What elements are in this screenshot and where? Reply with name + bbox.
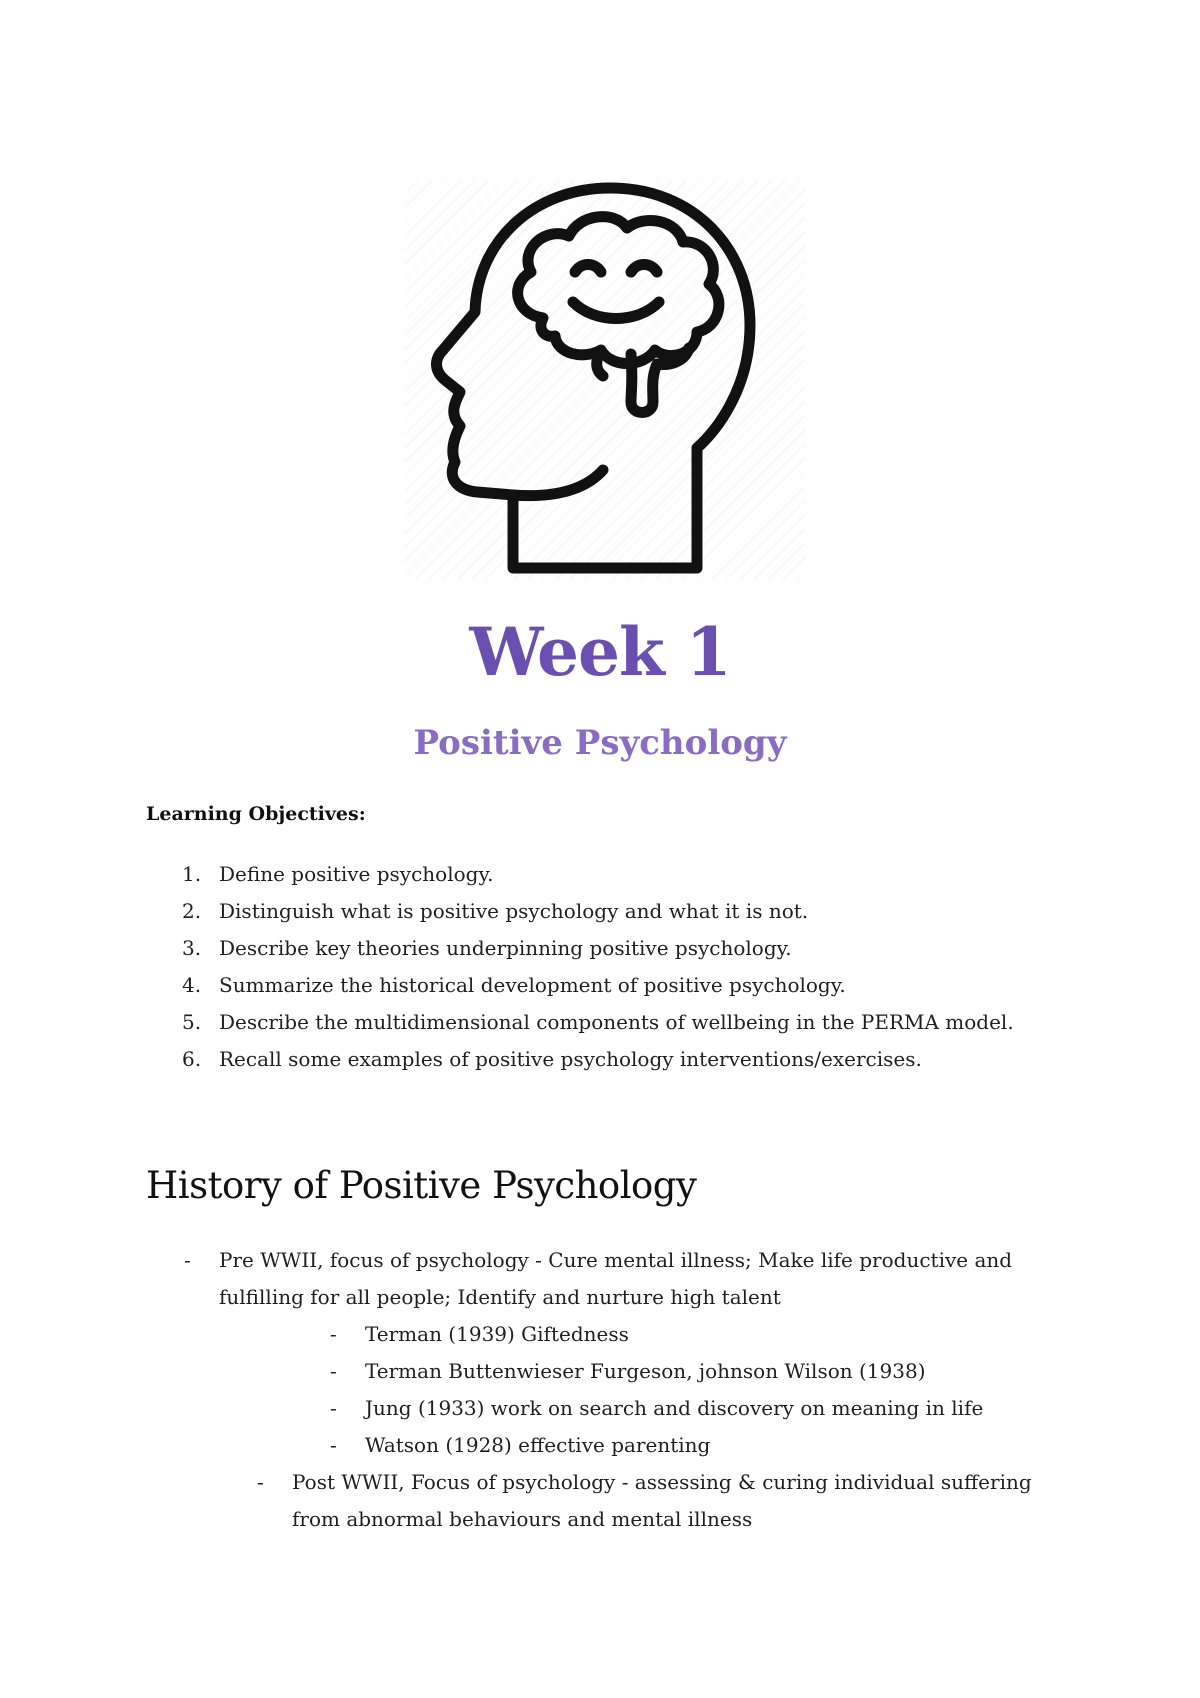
- objective-item: [146, 893, 1096, 930]
- list-number: 4.: [182, 973, 202, 997]
- bullet-dash: -: [330, 1433, 337, 1457]
- list-number: 3.: [182, 936, 202, 960]
- bullet-dash: -: [330, 1322, 337, 1346]
- list-item-post-wwii: [146, 1464, 1072, 1538]
- objective-item: [146, 856, 1096, 893]
- list-item-subitem: [146, 1353, 1096, 1390]
- objective-text: Describe the multidimensional components of wellbeing in the PERMA model.: [219, 1010, 1014, 1034]
- learning-objectives-list: [146, 856, 1096, 1078]
- list-item-subitem: [146, 1316, 1096, 1353]
- objective-text: Describe key theories underpinning positive psychology.: [219, 936, 792, 960]
- bullet-dash: -: [257, 1470, 264, 1494]
- list-item-text: Watson (1928) effective parenting: [365, 1433, 711, 1457]
- list-item-text: Post WWII, Focus of psychology - assessing & curing individual suffering from abnormal behaviours and mental illness: [292, 1470, 1032, 1531]
- list-number: 2.: [182, 899, 202, 923]
- list-item-text: Pre WWII, focus of psychology - Cure mental illness; Make life productive and fulfilling for all people; Identify and nurture high talent: [219, 1248, 1013, 1309]
- objective-text: Summarize the historical development of positive psychology.: [219, 973, 846, 997]
- objective-item: [146, 1004, 1096, 1041]
- bullet-dash: -: [330, 1396, 337, 1420]
- list-item-subitem: [146, 1427, 1096, 1464]
- history-list: [146, 1242, 1096, 1538]
- list-item-text: Terman (1939) Giftedness: [365, 1322, 629, 1346]
- list-item-subitem: [146, 1390, 1096, 1427]
- history-section-heading: History of Positive Psychology: [146, 1164, 697, 1207]
- page-title: Week 1: [469, 613, 731, 691]
- page-subtitle: Positive Psychology: [413, 723, 787, 763]
- objective-item: [146, 967, 1096, 1004]
- bullet-dash: -: [184, 1248, 191, 1272]
- list-item-pre-wwii: [146, 1242, 1019, 1316]
- objective-text: Define positive psychology.: [219, 862, 494, 886]
- list-number: 5.: [182, 1010, 202, 1034]
- learning-objectives-heading: Learning Objectives:: [146, 803, 366, 825]
- objective-item: [146, 930, 1096, 967]
- objective-text: Recall some examples of positive psychology interventions/exercises.: [219, 1047, 922, 1071]
- objective-text: Distinguish what is positive psychology and what it is not.: [219, 899, 809, 923]
- list-item-text: Terman Buttenwieser Furgeson, johnson Wilson (1938): [365, 1359, 926, 1383]
- bullet-dash: -: [330, 1359, 337, 1383]
- list-number: 1.: [182, 862, 202, 886]
- list-item-text: Jung (1933) work on search and discovery on meaning in life: [365, 1396, 984, 1420]
- list-number: 6.: [182, 1047, 202, 1071]
- objective-item: [146, 1041, 1096, 1078]
- smiling-brain-head-icon: [405, 180, 805, 580]
